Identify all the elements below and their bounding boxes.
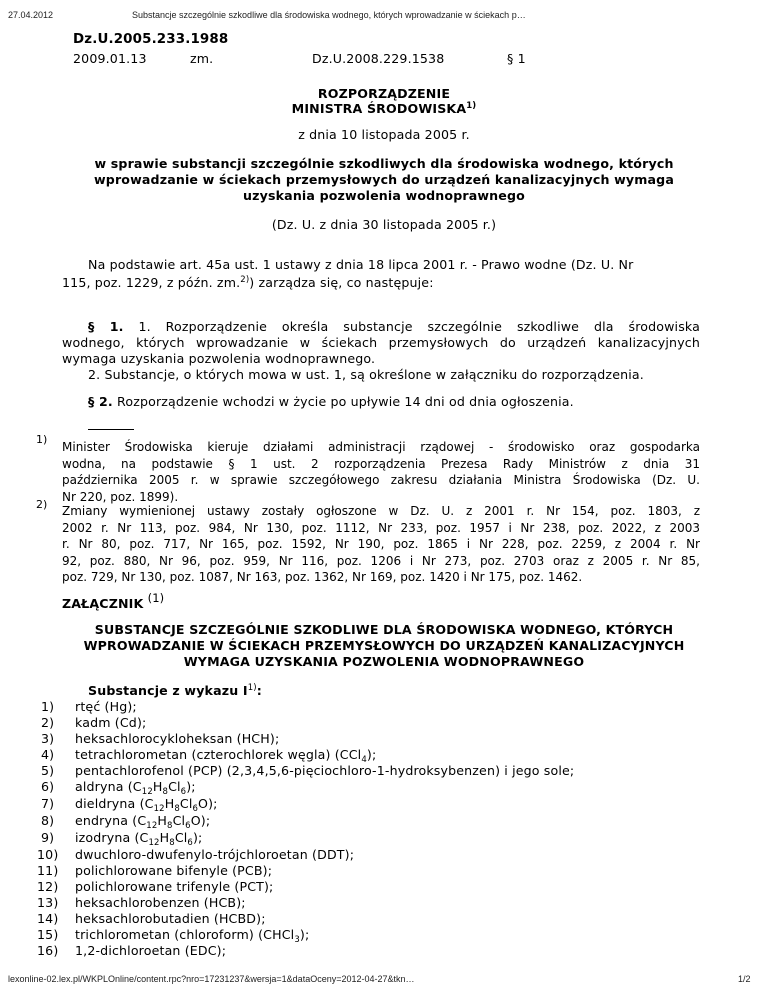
footnote-2-line: Zmiany wymienionej ustawy zostały ogłoszone w Dz. U. z 2001 r. Nr 154, poz. 1803, z — [62, 504, 700, 518]
list-item-number: 15) — [37, 927, 59, 942]
footnote-1-line: Minister Środowiska kieruje działami administracji rządowej - środowisko oraz gospodarka — [62, 440, 700, 454]
list-item: endryna $(C_{12}H_8Cl_6O)$; — [75, 813, 211, 831]
list-item: polichlorowane trifenyle (PCT); — [75, 879, 274, 894]
change-label: zm. — [190, 51, 214, 66]
footnote-1-marker: 1) — [36, 433, 48, 446]
list-item-number: 3) — [41, 731, 55, 746]
list-item: pentachlorofenol (PCP) (2,3,4,5,6-pięciochloro-1-hydroksybenzen) i jego sole; — [75, 763, 575, 778]
list-item: tetrachlorometan (czterochlorek węgla) (CCl$_4$); — [75, 747, 377, 765]
amending-act-link[interactable]: Dz.U.2008.229.1538 — [312, 51, 445, 66]
list-item-number: 13) — [37, 895, 59, 910]
footnote-ref-2[interactable]: 2) — [240, 275, 250, 285]
list-item-number: 9) — [41, 830, 55, 845]
document-reference: Dz.U.2005.233.1988 — [73, 32, 229, 47]
section-marker: § 1 — [507, 51, 526, 66]
list-item-number: 12) — [37, 879, 59, 894]
print-page-title: Substancje szczególnie szkodliwe dla środowiska wodnego, których wprowadzanie w ściekach p… — [132, 10, 526, 20]
footnote-2-marker: 2) — [36, 498, 48, 511]
paragraph-2: § 2. Rozporządzenie wchodzi w życie po upływie 14 dni od dnia ogłoszenia. — [88, 394, 574, 409]
list-item: dieldryna $(C_{12}H_8Cl_6O)$; — [75, 796, 218, 814]
issuing-authority: MINISTRA ŚRODOWISKA$^{1)}$ — [291, 101, 477, 116]
list-item-number: 14) — [37, 911, 59, 926]
list-item: izodryna $(C_{12}H_8Cl_6)$; — [75, 830, 203, 848]
list-item: dwuchloro-dwufenylo-trójchloroetan (DDT); — [75, 847, 355, 862]
list-item-number: 1) — [41, 699, 55, 714]
act-date: z dnia 10 listopada 2005 r. — [298, 127, 470, 142]
footnote-ref-1[interactable]: 1) — [466, 101, 477, 111]
paragraph-1-line-3: wymaga uzyskania pozwolenia wodnoprawnego. — [62, 351, 376, 366]
annex-title-line-3: WYMAGA UZYSKANIA POZWOLENIA WODNOPRAWNEGO — [183, 654, 585, 669]
list-item: heksachlorocykloheksan (HCH); — [75, 731, 280, 746]
footnote-1-line: wodna, na podstawie § 1 ust. 2 rozporządzenia Prezesa Rady Ministrów z dnia 31 — [62, 456, 700, 471]
footnote-2-line: poz. 729, Nr 130, poz. 1087, Nr 163, poz. 1362, Nr 169, poz. 1420 i Nr 175, poz. 1462. — [62, 570, 583, 585]
list-item-number: 7) — [41, 796, 55, 811]
act-type: ROZPORZĄDZENIE — [317, 86, 451, 101]
print-date: 27.04.2012 — [8, 10, 54, 20]
publication-source: (Dz. U. z dnia 30 listopada 2005 r.) — [271, 217, 497, 232]
paragraph-1-line-2: wodnego, których wprowadzanie w ściekach przemysłowych do urządzeń kanalizacyjnych — [62, 335, 700, 350]
footnote-2-line: 92, poz. 880, Nr 96, poz. 959, Nr 116, poz. 1206 i Nr 273, poz. 2703 oraz z 2005 r. Nr 85, — [62, 553, 700, 568]
footnote-2-line: r. Nr 80, poz. 717, Nr 165, poz. 1592, Nr 190, poz. 1865 i Nr 228, poz. 2259, z 2004 r. Nr — [62, 537, 700, 552]
list-item: aldryna $(C_{12}H_8Cl_6)$; — [75, 779, 196, 797]
footnote-1-line: Nr 220, poz. 1899). — [62, 489, 179, 504]
list-title-footnote[interactable]: 1) — [247, 683, 257, 693]
act-subject-line-2: wprowadzanie w ściekach przemysłowych do urządzeń kanalizacyjnych wymaga — [94, 172, 674, 187]
footnote-2-line: 2002 r. Nr 113, poz. 984, Nr 130, poz. 1112, Nr 233, poz. 1957 i Nr 238, poz. 2022, z 2003 — [62, 520, 700, 535]
preamble-line-1: Na podstawie art. 45a ust. 1 ustawy z dnia 18 lipca 2001 r. - Prawo wodne (Dz. U. Nr — [88, 257, 634, 272]
list-item-number: 10) — [37, 847, 59, 862]
list-item-number: 11) — [37, 863, 59, 878]
preamble-line-2: 115, poz. 1229, z późn. zm.$^{2)}$) zarządza się, co następuje: — [62, 275, 434, 290]
annex-title-line-2: WPROWADZANIE W ŚCIEKACH PRZEMYSŁOWYCH DO URZĄDZEŃ KANALIZACYJNYCH — [83, 638, 685, 653]
list-item: polichlorowane bifenyle (PCB); — [75, 863, 273, 878]
list-title: Substancje z wykazu $I^{1)}$: — [88, 683, 262, 698]
list-item-number: 4) — [41, 747, 55, 762]
version-date: 2009.01.13 — [73, 51, 147, 66]
list-item: rtęć (Hg); — [75, 699, 137, 714]
annex-ref-link[interactable]: (1) — [147, 591, 165, 605]
list-item: kadm (Cd); — [75, 715, 147, 730]
list-item: trichlorometan (chloroform) (CHCl$_3$); — [75, 927, 310, 945]
list-item-number: 8) — [41, 813, 55, 828]
footnote-1 — [62, 439, 700, 505]
footnote-separator — [88, 429, 134, 430]
list-item-number: 16) — [37, 943, 59, 958]
list-item-number: 5) — [41, 763, 55, 778]
annex-title-line-1: SUBSTANCJE SZCZEGÓLNIE SZKODLIWE DLA ŚRODOWISKA WODNEGO, KTÓRYCH — [94, 622, 674, 637]
paragraph-1-item-2: 2. Substancje, o których mowa w ust. 1, są określone w załączniku do rozporządzenia. — [88, 367, 644, 382]
list-item-number: 2) — [41, 715, 55, 730]
paragraph-1-line-1: § 1. 1. Rozporządzenie określa substancje szczególnie szkodliwe dla środowiska — [88, 319, 700, 334]
list-item-number: 6) — [41, 779, 55, 794]
print-page-number: 1/2 — [738, 974, 751, 984]
list-item: heksachlorobutadien (HCBD); — [75, 911, 266, 926]
footnote-2 — [62, 503, 700, 586]
act-subject-line-1: w sprawie substancji szczególnie szkodliwych dla środowiska wodnego, których — [94, 156, 674, 171]
footnote-1-line: października 2005 r. w sprawie szczegółowego zakresu działania Ministra Środowiska (Dz. U. — [62, 473, 700, 488]
print-url: lexonline-02.lex.pl/WKPLOnline/content.rpc?nro=17231237&wersja=1&dataOceny=2012-04-27&tkn… — [8, 974, 415, 984]
annex-heading: ZAŁĄCZNIK $^{(1)}$ — [62, 591, 165, 611]
list-item: 1,2-dichloroetan (EDC); — [75, 943, 227, 958]
act-subject-line-3: uzyskania pozwolenia wodnoprawnego — [243, 188, 525, 203]
list-item: heksachlorobenzen (HCB); — [75, 895, 246, 910]
